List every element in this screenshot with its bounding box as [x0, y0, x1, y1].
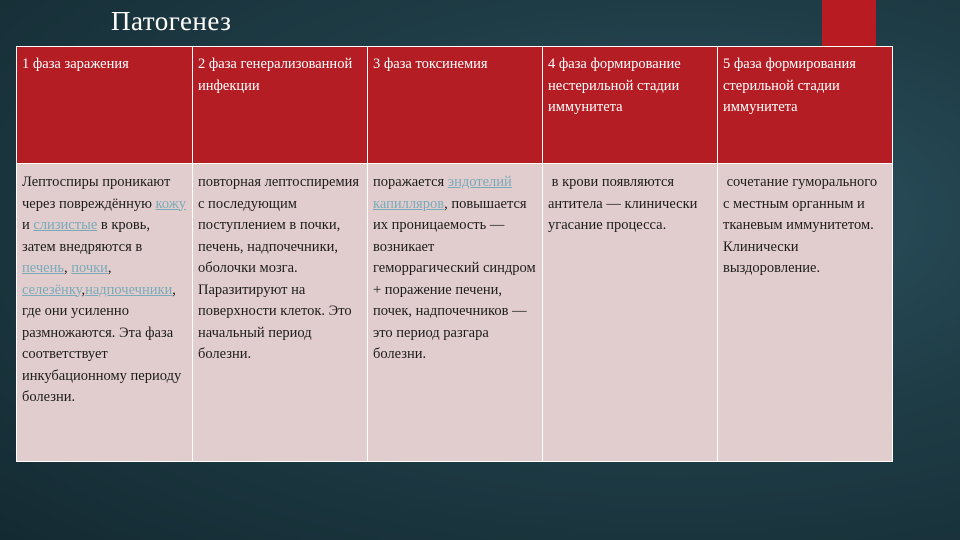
cell-text: , [107, 260, 116, 276]
cell-phase-1 [17, 164, 193, 462]
term-link[interactable]: почки [71, 260, 108, 276]
term-link[interactable]: капилляров [373, 195, 445, 212]
content-row [17, 164, 893, 462]
accent-block [822, 0, 876, 46]
cell-text: в кровь, затем внедряются в [22, 217, 154, 255]
cell-phase-2 [193, 164, 368, 462]
term-link[interactable]: кожу [155, 195, 187, 212]
cell-phase-5 [718, 164, 893, 462]
cell-text: и [22, 195, 190, 233]
phases-table [16, 46, 893, 462]
cell-text: Лептоспиры проникают через повреждённую [22, 174, 174, 212]
header-phase-1: 1 фаза заражения [17, 47, 193, 164]
cell-text: повторная лептоспиремия с последующим поступлением в почки, печень, надпочечники, оболочки мозга. Паразитируют на поверхности клеток. Это начальный период болезни. [198, 174, 363, 362]
term-link[interactable]: слизистые [33, 217, 98, 233]
term-link[interactable]: эндотелий [447, 174, 512, 190]
header-phase-3: 3 фаза токсинемия [368, 47, 543, 164]
term-link[interactable]: надпочечники [85, 281, 173, 298]
cell-text: , [81, 281, 86, 298]
cell-text: в крови появляются антитела — клинически угасание процесса. [548, 174, 702, 233]
cell-phase-4 [543, 164, 718, 462]
header-phase-4: 4 фаза формирование нестерильной стадии иммунитета [543, 47, 718, 164]
cell-text: поражается [373, 174, 448, 190]
header-phase-2: 2 фаза генерализованной инфекции [193, 47, 368, 164]
slide-title: Патогенез [111, 6, 232, 36]
header-phase-5: 5 фаза формирования стерильной стадии иммунитета [718, 47, 893, 164]
header-row [17, 47, 893, 164]
term-link[interactable]: печень [22, 260, 64, 276]
cell-text [512, 174, 516, 190]
cell-text: сочетание гуморального с местным органным и тканевым иммунитетом. Клинически выздоровление. [723, 174, 881, 276]
term-link[interactable]: селезёнку [22, 281, 82, 298]
cell-text: , повышается их проницаемость — возникает геморрагический синдром + поражение печени, почек, надпочечников — это период разгара болезни. [373, 195, 540, 362]
cell-text: , [63, 260, 72, 276]
cell-phase-3 [368, 164, 543, 462]
cell-text: , где они усиленно размножаются. Эта фаза соответствует инкубационному периоду болезни. [22, 281, 185, 405]
